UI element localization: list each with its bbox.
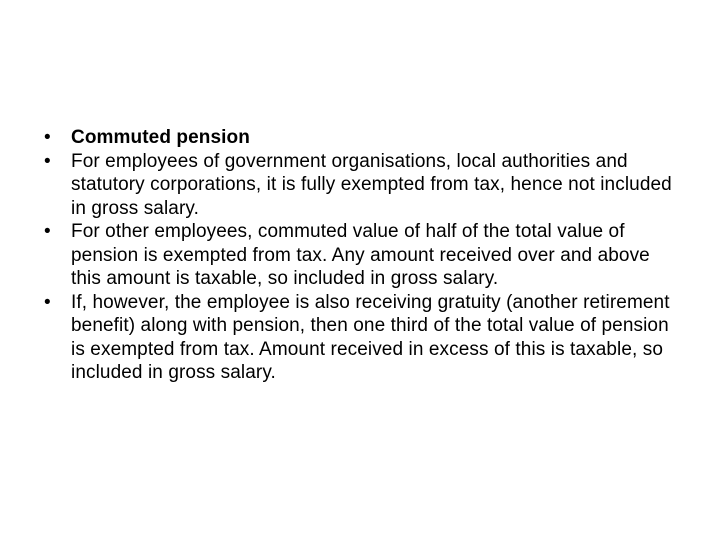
- bullet-item-heading: [44, 126, 684, 150]
- bullet-dot-icon: •: [44, 291, 51, 313]
- bullet-text: For employees of government organisations, local authorities and statutory corporations, it is fully exempted from tax, hence not included in gross salary.: [71, 150, 672, 219]
- bullet-dot-icon: •: [44, 150, 51, 172]
- bullet-item-government-employees: [44, 150, 684, 221]
- bullet-list: [44, 126, 684, 385]
- bullet-text: Commuted pension: [71, 127, 250, 148]
- bullet-dot-icon: •: [44, 221, 51, 242]
- bullet-text: If, however, the employee is also receiving gratuity (another retirement benefit) along with pension, then one third of the total value of pension is exempted from tax. Amount received in excess of this is taxable, so included in gross salary.: [71, 291, 670, 383]
- bullet-dot-icon: •: [44, 127, 51, 148]
- bullet-item-other-employees: [44, 220, 684, 291]
- bullet-item-gratuity: [44, 291, 684, 385]
- bullet-text: For other employees, commuted value of half of the total value of pension is exempted from tax. Any amount received over and above this amount is taxable, so included in gross salary.: [71, 221, 650, 289]
